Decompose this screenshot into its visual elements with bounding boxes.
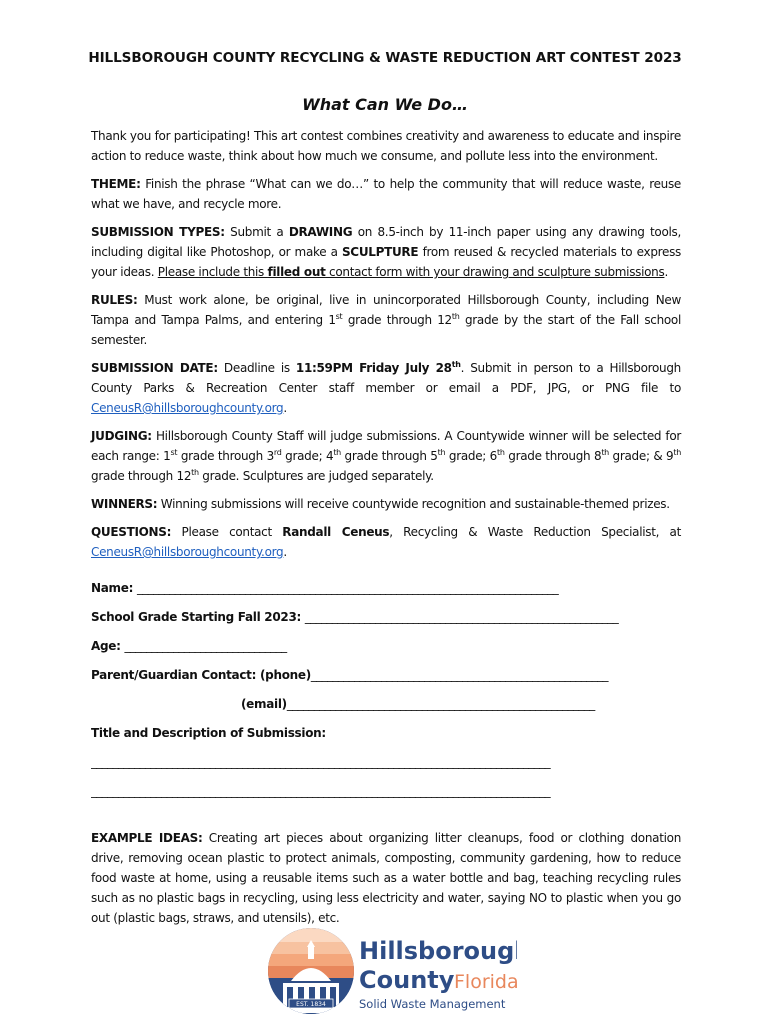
- example-ideas-label: EXAMPLE IDEAS:: [91, 831, 203, 845]
- sculpture-keyword: SCULPTURE: [341, 245, 419, 259]
- filled-out-keyword: filled out: [267, 265, 326, 279]
- submission-date-text: .: [283, 401, 287, 415]
- ordinal-suffix: th: [437, 448, 446, 457]
- name-field[interactable]: [91, 578, 681, 607]
- submission-types-paragraph: [91, 222, 681, 282]
- logo-florida: Florida: [454, 971, 517, 993]
- judging-text: grade; & 9: [608, 449, 674, 463]
- guardian-email-field[interactable]: [91, 694, 681, 723]
- ordinal-suffix: th: [451, 312, 460, 321]
- include-form-note: [158, 265, 665, 279]
- rules-text: grade through 12: [342, 313, 452, 327]
- questions-text: Please contact: [171, 525, 283, 539]
- judging-paragraph: [91, 426, 681, 486]
- logo-solid-waste: Solid Waste Management: [359, 997, 506, 1011]
- description-line[interactable]: _____________________________________________________________________________________: [91, 784, 551, 798]
- guardian-phone-field[interactable]: [91, 665, 681, 694]
- judging-text: grade; 4: [281, 449, 334, 463]
- judging-text: grade; 6: [445, 449, 497, 463]
- questions-label: QUESTIONS:: [91, 525, 172, 539]
- contact-name: Randall Ceneus: [282, 525, 390, 539]
- winners-label: WINNERS:: [91, 497, 158, 511]
- guardian-email-label: (email): [241, 697, 287, 711]
- include-form-text: contact form with your drawing and sculpture submissions: [325, 265, 665, 279]
- questions-text: .: [283, 545, 287, 559]
- judging-text: grade. Sculptures are judged separately.: [198, 469, 434, 483]
- county-seal-icon: [267, 925, 517, 1017]
- theme-label: THEME:: [91, 177, 141, 191]
- name-label: Name:: [91, 581, 137, 595]
- submission-types-text: Submit a: [224, 225, 289, 239]
- ordinal-suffix: th: [673, 448, 681, 457]
- rules-text: grade by the start of the Fall school semester.: [91, 313, 682, 347]
- example-ideas-paragraph: [91, 828, 681, 928]
- submission-date-text: Deadline is: [217, 361, 296, 375]
- judging-text: grade through 8: [504, 449, 602, 463]
- rules-text: Must work alone, be original, live in unincorporated Hillsborough County, including New Tampa and Tampa Palms, and entering 1: [91, 293, 681, 327]
- winners-paragraph: [91, 494, 681, 514]
- document-subtitle: What Can We Do…: [302, 95, 468, 114]
- theme-text: Finish the phrase “What can we do…” to help the community that will reduce waste, reuse what we have, and recycle more.: [91, 177, 681, 211]
- description-line[interactable]: _____________________________________________________________________________________: [91, 755, 551, 769]
- include-form-text: Please include this: [157, 265, 268, 279]
- hillsborough-county-logo: [267, 925, 517, 1017]
- school-grade-field[interactable]: [91, 607, 681, 636]
- age-blank: ______________________________: [124, 639, 287, 653]
- age-label: Age:: [91, 639, 125, 653]
- ordinal-suffix: rd: [273, 448, 282, 457]
- submission-date-text: . Submit in person to a Hillsborough County Parks & Recreation Center staff member or email a PDF, JPG, or PNG file to: [91, 361, 681, 395]
- submission-types-text: from reused & recycled materials to express your ideas.: [91, 245, 681, 279]
- ordinal-suffix: th: [333, 448, 341, 457]
- submission-types-text: on 8.5-inch by 11-inch paper using any drawing tools, including digital like Photoshop, or make a: [91, 225, 682, 259]
- ordinal-suffix: st: [335, 312, 343, 321]
- ordinal-suffix: st: [170, 448, 178, 457]
- ordinal-suffix: th: [191, 468, 199, 477]
- questions-email-link[interactable]: CeneusR@hillsboroughcounty.org: [91, 545, 284, 559]
- submission-title-label: Title and Description of Submission:: [91, 726, 326, 740]
- age-field[interactable]: [91, 636, 681, 665]
- winners-text: Winning submissions will receive countywide recognition and sustainable-themed prizes.: [157, 497, 670, 511]
- ordinal-suffix: th: [497, 448, 505, 457]
- document-body: [91, 126, 681, 936]
- school-grade-label: School Grade Starting Fall 2023:: [91, 610, 305, 624]
- judging-text: grade through 5: [340, 449, 438, 463]
- guardian-phone-label: Parent/Guardian Contact: (phone): [91, 668, 311, 682]
- submission-date-paragraph: [91, 358, 681, 418]
- deadline-text: [296, 361, 461, 375]
- theme-paragraph: [91, 174, 681, 214]
- submission-types-label: SUBMISSION TYPES:: [91, 225, 225, 239]
- rules-paragraph: [91, 290, 681, 350]
- judging-text: grade through 12: [91, 469, 192, 483]
- judging-label: JUDGING:: [91, 429, 152, 443]
- judging-text: grade through 3: [177, 449, 274, 463]
- document-title: HILLSBOROUGH COUNTY RECYCLING & WASTE REDUCTION ART CONTEST 2023: [88, 50, 682, 66]
- questions-text: , Recycling & Waste Reduction Specialist, at: [389, 525, 681, 539]
- submission-date-label: SUBMISSION DATE:: [91, 361, 218, 375]
- guardian-email-blank: _________________________________________________________: [286, 697, 595, 711]
- school-grade-blank: __________________________________________________________: [304, 610, 619, 624]
- logo-county: County: [359, 966, 455, 994]
- ordinal-suffix: th: [451, 360, 461, 369]
- contact-form: [91, 578, 681, 810]
- intro-paragraph: Thank you for participating! This art contest combines creativity and awareness to educate and inspire action to reduce waste, think about how much we consume, and pollute less into the environment.: [91, 129, 681, 163]
- submission-types-text: .: [664, 265, 668, 279]
- est-label: EST. 1834: [296, 1001, 326, 1008]
- name-blank: ______________________________________________________________________________: [136, 581, 559, 595]
- judging-text: Hillsborough County Staff will judge submissions. A Countywide winner will be selected for each range: 1: [91, 429, 681, 463]
- example-ideas-text: Creating art pieces about organizing litter cleanups, food or clothing donation drive, removing ocean plastic to protect animals, composting, community gardening, how to reduce food waste at home, using a reusable items such as a water bottle and bag, teaching recycling rules such as no plastic bags in recycling, using less electricity and water, saying NO to plastic when you go out (plastic bags, straws, and utensils), etc.: [91, 831, 681, 925]
- logo-hillsborough: Hillsborough: [359, 937, 517, 965]
- guardian-phone-blank: _______________________________________________________: [310, 668, 608, 682]
- drawing-keyword: DRAWING: [288, 225, 353, 239]
- ordinal-suffix: th: [601, 448, 609, 457]
- rules-label: RULES:: [91, 293, 138, 307]
- contact-email-link[interactable]: CeneusR@hillsboroughcounty.org: [91, 401, 284, 415]
- questions-paragraph: [91, 522, 681, 562]
- deadline-value: 11:59PM Friday July 28: [295, 361, 452, 375]
